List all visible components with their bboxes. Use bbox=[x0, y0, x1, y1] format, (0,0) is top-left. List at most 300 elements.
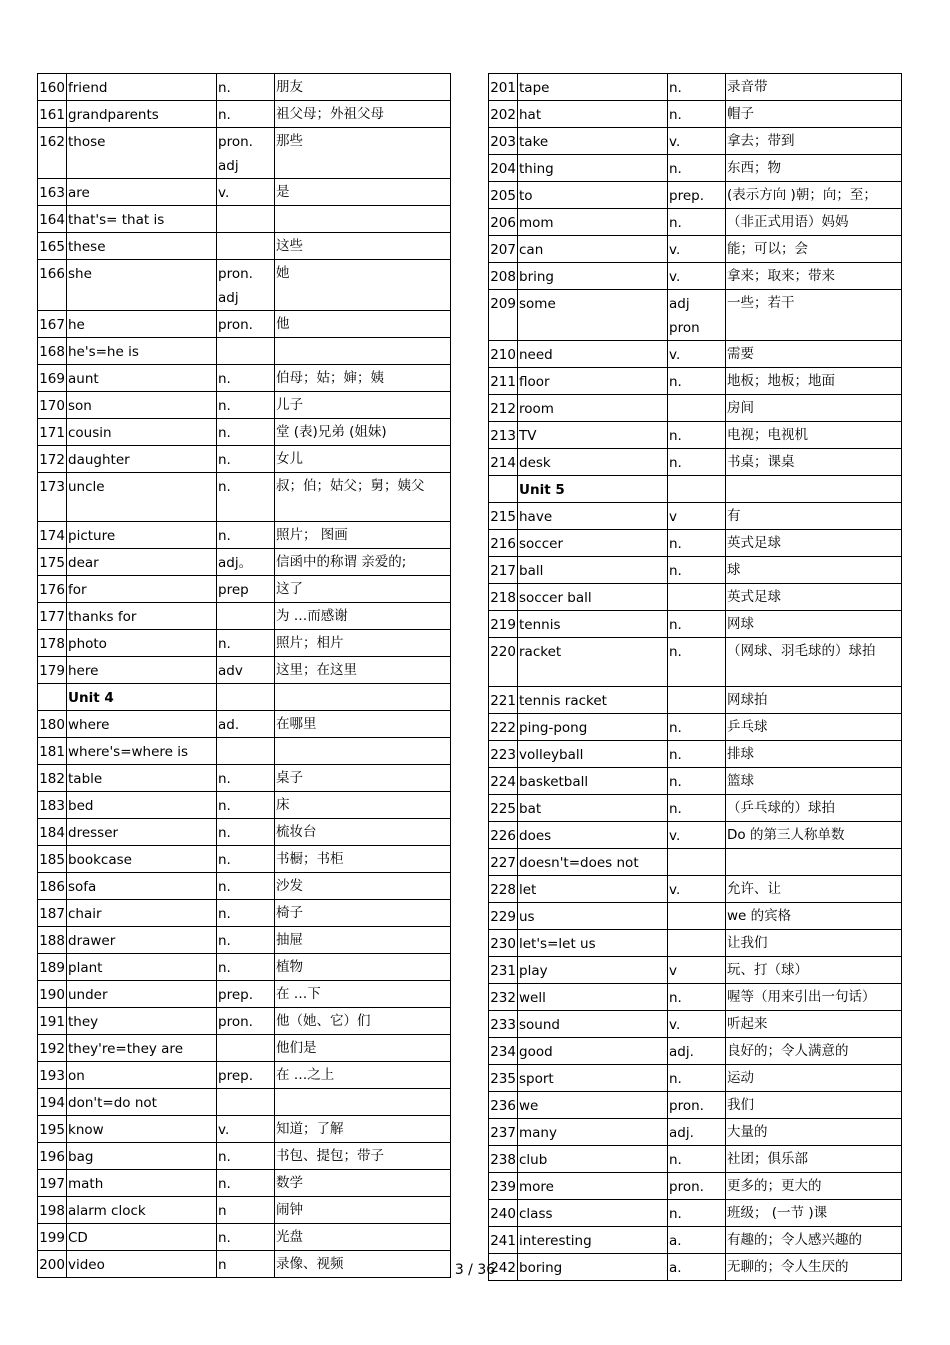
entry-number: 198 bbox=[38, 1197, 67, 1224]
entry-part-of-speech bbox=[668, 395, 726, 422]
entry-meaning: 英式足球 bbox=[726, 584, 902, 611]
vocab-row bbox=[489, 930, 902, 957]
entry-word: floor bbox=[518, 368, 668, 395]
entry-part-of-speech: pron. adj bbox=[217, 260, 275, 311]
vocab-row bbox=[38, 1062, 451, 1089]
entry-word: know bbox=[67, 1116, 217, 1143]
vocab-column-left bbox=[37, 73, 451, 1278]
vocab-row bbox=[489, 395, 902, 422]
vocab-row bbox=[489, 557, 902, 584]
vocab-row bbox=[38, 392, 451, 419]
entry-word: uncle bbox=[67, 473, 217, 522]
vocab-row bbox=[38, 738, 451, 765]
vocab-row bbox=[489, 368, 902, 395]
vocab-row bbox=[489, 876, 902, 903]
entry-word: table bbox=[67, 765, 217, 792]
entry-meaning: 这了 bbox=[275, 576, 451, 603]
entry-word: they bbox=[67, 1008, 217, 1035]
entry-meaning: 一些；若干 bbox=[726, 290, 902, 341]
entry-number: 227 bbox=[489, 849, 518, 876]
entry-part-of-speech: ad. bbox=[217, 711, 275, 738]
vocab-row bbox=[38, 792, 451, 819]
entry-part-of-speech: n. bbox=[217, 873, 275, 900]
entry-number: 197 bbox=[38, 1170, 67, 1197]
entry-part-of-speech bbox=[217, 338, 275, 365]
entry-part-of-speech: n. bbox=[668, 1200, 726, 1227]
entry-word: soccer bbox=[518, 530, 668, 557]
entry-number: 235 bbox=[489, 1065, 518, 1092]
entry-meaning: 球 bbox=[726, 557, 902, 584]
entry-part-of-speech bbox=[668, 476, 726, 503]
entry-number: 221 bbox=[489, 687, 518, 714]
entry-number: 186 bbox=[38, 873, 67, 900]
entry-meaning: Do 的第三人称单数 bbox=[726, 822, 902, 849]
entry-part-of-speech: v. bbox=[668, 236, 726, 263]
entry-word: desk bbox=[518, 449, 668, 476]
entry-meaning: 他（她、它）们 bbox=[275, 1008, 451, 1035]
vocab-row bbox=[38, 311, 451, 338]
entry-word: hat bbox=[518, 101, 668, 128]
entry-part-of-speech bbox=[217, 1035, 275, 1062]
entry-part-of-speech bbox=[217, 233, 275, 260]
entry-word: video bbox=[67, 1251, 217, 1278]
entry-word: are bbox=[67, 179, 217, 206]
entry-word: basketball bbox=[518, 768, 668, 795]
entry-meaning: 桌子 bbox=[275, 765, 451, 792]
entry-number: 188 bbox=[38, 927, 67, 954]
vocab-row bbox=[38, 819, 451, 846]
vocab-row bbox=[489, 74, 902, 101]
entry-meaning: 抽屉 bbox=[275, 927, 451, 954]
entry-number: 228 bbox=[489, 876, 518, 903]
unit-header-row bbox=[38, 684, 451, 711]
entry-part-of-speech: n. bbox=[217, 927, 275, 954]
entry-word: those bbox=[67, 128, 217, 179]
entry-meaning: 班级； (一节 )课 bbox=[726, 1200, 902, 1227]
entry-part-of-speech: n. bbox=[668, 368, 726, 395]
entry-word: Unit 4 bbox=[67, 684, 217, 711]
entry-word: us bbox=[518, 903, 668, 930]
vocab-row bbox=[489, 236, 902, 263]
vocab-row bbox=[38, 365, 451, 392]
entry-meaning: 书橱；书柜 bbox=[275, 846, 451, 873]
entry-part-of-speech bbox=[217, 603, 275, 630]
entry-part-of-speech: adj pron bbox=[668, 290, 726, 341]
entry-meaning: 听起来 bbox=[726, 1011, 902, 1038]
vocab-row bbox=[38, 419, 451, 446]
entry-number: 207 bbox=[489, 236, 518, 263]
entry-number: 225 bbox=[489, 795, 518, 822]
entry-word: he bbox=[67, 311, 217, 338]
entry-meaning: 录音带 bbox=[726, 74, 902, 101]
entry-word: class bbox=[518, 1200, 668, 1227]
entry-word: volleyball bbox=[518, 741, 668, 768]
entry-number: 183 bbox=[38, 792, 67, 819]
entry-number: 194 bbox=[38, 1089, 67, 1116]
entry-number: 232 bbox=[489, 984, 518, 1011]
vocab-row bbox=[489, 503, 902, 530]
vocab-row bbox=[489, 1092, 902, 1119]
entry-meaning: 梳妆台 bbox=[275, 819, 451, 846]
entry-part-of-speech: v bbox=[668, 957, 726, 984]
entry-part-of-speech: v. bbox=[668, 1011, 726, 1038]
entry-number: 160 bbox=[38, 74, 67, 101]
entry-meaning: 电视；电视机 bbox=[726, 422, 902, 449]
entry-word: tape bbox=[518, 74, 668, 101]
entry-meaning: 排球 bbox=[726, 741, 902, 768]
entry-meaning: 椅子 bbox=[275, 900, 451, 927]
entry-number: 177 bbox=[38, 603, 67, 630]
entry-meaning: we 的宾格 bbox=[726, 903, 902, 930]
entry-part-of-speech: n. bbox=[668, 74, 726, 101]
vocab-row bbox=[489, 795, 902, 822]
entry-word: math bbox=[67, 1170, 217, 1197]
entry-word: some bbox=[518, 290, 668, 341]
entry-meaning: 朋友 bbox=[275, 74, 451, 101]
entry-word: friend bbox=[67, 74, 217, 101]
entry-meaning: 知道；了解 bbox=[275, 1116, 451, 1143]
entry-number: 167 bbox=[38, 311, 67, 338]
entry-part-of-speech: v bbox=[668, 503, 726, 530]
entry-word: she bbox=[67, 260, 217, 311]
entry-part-of-speech: n. bbox=[217, 900, 275, 927]
entry-word: soccer ball bbox=[518, 584, 668, 611]
entry-number: 179 bbox=[38, 657, 67, 684]
entry-part-of-speech: n. bbox=[217, 446, 275, 473]
entry-meaning bbox=[275, 684, 451, 711]
entry-part-of-speech: adj. bbox=[668, 1119, 726, 1146]
entry-word: CD bbox=[67, 1224, 217, 1251]
entry-word: picture bbox=[67, 522, 217, 549]
entry-number: 180 bbox=[38, 711, 67, 738]
entry-meaning: 拿去；带到 bbox=[726, 128, 902, 155]
entry-part-of-speech: n. bbox=[668, 984, 726, 1011]
entry-part-of-speech: n. bbox=[217, 1170, 275, 1197]
vocab-row bbox=[489, 128, 902, 155]
vocab-row bbox=[38, 1170, 451, 1197]
entry-meaning: 大量的 bbox=[726, 1119, 902, 1146]
vocab-row bbox=[38, 473, 451, 522]
entry-number: 181 bbox=[38, 738, 67, 765]
entry-meaning bbox=[275, 1089, 451, 1116]
entry-number: 195 bbox=[38, 1116, 67, 1143]
vocab-row bbox=[38, 873, 451, 900]
entry-meaning: 他们是 bbox=[275, 1035, 451, 1062]
entry-word: ping-pong bbox=[518, 714, 668, 741]
entry-number: 189 bbox=[38, 954, 67, 981]
entry-part-of-speech: v. bbox=[668, 263, 726, 290]
entry-meaning: 这里；在这里 bbox=[275, 657, 451, 684]
entry-part-of-speech: n. bbox=[217, 846, 275, 873]
entry-word: alarm clock bbox=[67, 1197, 217, 1224]
entry-number: 199 bbox=[38, 1224, 67, 1251]
entry-meaning: 地板；地板；地面 bbox=[726, 368, 902, 395]
entry-number: 242 bbox=[489, 1254, 518, 1281]
entry-meaning: 伯母；姑；婶；姨 bbox=[275, 365, 451, 392]
entry-number: 203 bbox=[489, 128, 518, 155]
entry-number: 176 bbox=[38, 576, 67, 603]
entry-number: 240 bbox=[489, 1200, 518, 1227]
entry-meaning bbox=[275, 738, 451, 765]
vocab-row bbox=[489, 1011, 902, 1038]
entry-word: plant bbox=[67, 954, 217, 981]
vocab-row bbox=[38, 206, 451, 233]
entry-number: 229 bbox=[489, 903, 518, 930]
entry-part-of-speech bbox=[217, 738, 275, 765]
entry-number: 202 bbox=[489, 101, 518, 128]
entry-word: cousin bbox=[67, 419, 217, 446]
entry-meaning: 床 bbox=[275, 792, 451, 819]
entry-number: 164 bbox=[38, 206, 67, 233]
entry-meaning: 我们 bbox=[726, 1092, 902, 1119]
entry-part-of-speech: n. bbox=[668, 714, 726, 741]
vocab-row bbox=[38, 1143, 451, 1170]
entry-number: 220 bbox=[489, 638, 518, 687]
vocab-row bbox=[38, 179, 451, 206]
entry-part-of-speech: n. bbox=[217, 74, 275, 101]
entry-number: 239 bbox=[489, 1173, 518, 1200]
entry-word: where bbox=[67, 711, 217, 738]
entry-meaning: 运动 bbox=[726, 1065, 902, 1092]
entry-number: 205 bbox=[489, 182, 518, 209]
entry-word: where's=where is bbox=[67, 738, 217, 765]
entry-part-of-speech: n. bbox=[217, 392, 275, 419]
vocab-row bbox=[489, 849, 902, 876]
vocab-row bbox=[38, 981, 451, 1008]
entry-number: 210 bbox=[489, 341, 518, 368]
entry-meaning: 让我们 bbox=[726, 930, 902, 957]
entry-meaning: 允许、让 bbox=[726, 876, 902, 903]
entry-number: 168 bbox=[38, 338, 67, 365]
entry-meaning: 英式足球 bbox=[726, 530, 902, 557]
entry-part-of-speech: n. bbox=[217, 630, 275, 657]
entry-word: room bbox=[518, 395, 668, 422]
entry-meaning: 篮球 bbox=[726, 768, 902, 795]
entry-word: can bbox=[518, 236, 668, 263]
unit-header-row bbox=[489, 476, 902, 503]
entry-meaning: 社团；俱乐部 bbox=[726, 1146, 902, 1173]
entry-meaning: 东西；物 bbox=[726, 155, 902, 182]
entry-part-of-speech: prep. bbox=[217, 981, 275, 1008]
entry-word: dear bbox=[67, 549, 217, 576]
entry-part-of-speech bbox=[217, 1089, 275, 1116]
entry-word: mom bbox=[518, 209, 668, 236]
vocab-row bbox=[489, 903, 902, 930]
vocab-row bbox=[489, 741, 902, 768]
entry-meaning: 书包、提包；带子 bbox=[275, 1143, 451, 1170]
entry-part-of-speech bbox=[668, 687, 726, 714]
vocab-row bbox=[38, 1116, 451, 1143]
entry-number: 170 bbox=[38, 392, 67, 419]
entry-meaning: 更多的；更大的 bbox=[726, 1173, 902, 1200]
vocab-row bbox=[489, 1065, 902, 1092]
entry-meaning bbox=[275, 206, 451, 233]
vocab-column-right bbox=[488, 73, 902, 1281]
entry-number: 193 bbox=[38, 1062, 67, 1089]
entry-word: does bbox=[518, 822, 668, 849]
vocab-row bbox=[489, 155, 902, 182]
entry-part-of-speech: n. bbox=[668, 611, 726, 638]
entry-part-of-speech: n. bbox=[668, 155, 726, 182]
entry-number: 190 bbox=[38, 981, 67, 1008]
vocab-row bbox=[38, 927, 451, 954]
entry-meaning: 他 bbox=[275, 311, 451, 338]
entry-number: 178 bbox=[38, 630, 67, 657]
entry-word: to bbox=[518, 182, 668, 209]
vocab-row bbox=[489, 1038, 902, 1065]
vocab-table-left bbox=[37, 73, 451, 1278]
entry-part-of-speech: v. bbox=[668, 341, 726, 368]
entry-meaning: 照片；相片 bbox=[275, 630, 451, 657]
entry-word: thing bbox=[518, 155, 668, 182]
vocab-row bbox=[38, 711, 451, 738]
entry-meaning: (表示方向 )朝；向；至； bbox=[726, 182, 902, 209]
entry-meaning bbox=[726, 476, 902, 503]
entry-number: 216 bbox=[489, 530, 518, 557]
entry-word: chair bbox=[67, 900, 217, 927]
entry-number: 166 bbox=[38, 260, 67, 311]
entry-number: 201 bbox=[489, 74, 518, 101]
vocab-row bbox=[489, 209, 902, 236]
entry-part-of-speech: n. bbox=[217, 522, 275, 549]
entry-word: tennis racket bbox=[518, 687, 668, 714]
vocab-row bbox=[38, 128, 451, 179]
entry-number: 184 bbox=[38, 819, 67, 846]
entry-meaning: 录像、视频 bbox=[275, 1251, 451, 1278]
entry-meaning: 闹钟 bbox=[275, 1197, 451, 1224]
entry-number bbox=[38, 684, 67, 711]
entry-meaning: 拿来；取来；带来 bbox=[726, 263, 902, 290]
entry-meaning: 堂 (表)兄弟 (姐妹) bbox=[275, 419, 451, 446]
entry-part-of-speech: n. bbox=[217, 765, 275, 792]
vocab-row bbox=[489, 984, 902, 1011]
entry-meaning: 儿子 bbox=[275, 392, 451, 419]
entry-word: they're=they are bbox=[67, 1035, 217, 1062]
entry-meaning: 女儿 bbox=[275, 446, 451, 473]
entry-part-of-speech: pron. bbox=[668, 1173, 726, 1200]
entry-number: 233 bbox=[489, 1011, 518, 1038]
entry-word: sport bbox=[518, 1065, 668, 1092]
vocab-row bbox=[38, 630, 451, 657]
entry-word: these bbox=[67, 233, 217, 260]
entry-part-of-speech: n. bbox=[668, 795, 726, 822]
vocab-row bbox=[38, 260, 451, 311]
vocab-row bbox=[38, 1035, 451, 1062]
entry-word: doesn't=does not bbox=[518, 849, 668, 876]
entry-part-of-speech bbox=[668, 903, 726, 930]
vocab-row bbox=[489, 1119, 902, 1146]
entry-meaning: 植物 bbox=[275, 954, 451, 981]
entry-meaning: 信函中的称谓 亲爱的; bbox=[275, 549, 451, 576]
entry-word: tennis bbox=[518, 611, 668, 638]
entry-part-of-speech: pron. bbox=[217, 1008, 275, 1035]
entry-part-of-speech bbox=[668, 930, 726, 957]
entry-part-of-speech: n. bbox=[217, 101, 275, 128]
entry-number: 215 bbox=[489, 503, 518, 530]
entry-part-of-speech: n. bbox=[668, 1146, 726, 1173]
vocab-row bbox=[489, 530, 902, 557]
entry-number: 185 bbox=[38, 846, 67, 873]
entry-number: 230 bbox=[489, 930, 518, 957]
entry-part-of-speech: n. bbox=[217, 819, 275, 846]
entry-part-of-speech: n. bbox=[217, 792, 275, 819]
entry-number: 214 bbox=[489, 449, 518, 476]
entry-word: racket bbox=[518, 638, 668, 687]
vocab-row bbox=[489, 1227, 902, 1254]
vocab-row bbox=[489, 263, 902, 290]
vocab-row bbox=[38, 338, 451, 365]
entry-number: 172 bbox=[38, 446, 67, 473]
entry-number: 192 bbox=[38, 1035, 67, 1062]
entry-word: bring bbox=[518, 263, 668, 290]
entry-word: grandparents bbox=[67, 101, 217, 128]
vocab-row bbox=[38, 765, 451, 792]
entry-number: 161 bbox=[38, 101, 67, 128]
vocab-row bbox=[38, 846, 451, 873]
entry-word: sofa bbox=[67, 873, 217, 900]
entry-part-of-speech: n. bbox=[217, 419, 275, 446]
entry-number: 163 bbox=[38, 179, 67, 206]
entry-meaning: （乒乓球的）球拍 bbox=[726, 795, 902, 822]
entry-word: drawer bbox=[67, 927, 217, 954]
entry-word: on bbox=[67, 1062, 217, 1089]
entry-word: aunt bbox=[67, 365, 217, 392]
entry-word: he's=he is bbox=[67, 338, 217, 365]
vocab-row bbox=[38, 446, 451, 473]
entry-word: sound bbox=[518, 1011, 668, 1038]
entry-meaning: （非正式用语）妈妈 bbox=[726, 209, 902, 236]
vocab-row bbox=[489, 182, 902, 209]
entry-part-of-speech: v. bbox=[217, 1116, 275, 1143]
entry-meaning: 书桌；课桌 bbox=[726, 449, 902, 476]
entry-meaning: 照片； 图画 bbox=[275, 522, 451, 549]
vocab-row bbox=[489, 449, 902, 476]
entry-word: have bbox=[518, 503, 668, 530]
entry-meaning: 她 bbox=[275, 260, 451, 311]
entry-meaning: 数学 bbox=[275, 1170, 451, 1197]
entry-part-of-speech bbox=[668, 584, 726, 611]
entry-word: here bbox=[67, 657, 217, 684]
vocab-row bbox=[489, 341, 902, 368]
entry-part-of-speech: n. bbox=[217, 954, 275, 981]
entry-number: 196 bbox=[38, 1143, 67, 1170]
entry-number bbox=[489, 476, 518, 503]
vocab-row bbox=[38, 954, 451, 981]
entry-meaning: 在哪里 bbox=[275, 711, 451, 738]
entry-word: club bbox=[518, 1146, 668, 1173]
entry-word: let's=let us bbox=[518, 930, 668, 957]
entry-word: we bbox=[518, 1092, 668, 1119]
vocab-row bbox=[489, 290, 902, 341]
entry-word: many bbox=[518, 1119, 668, 1146]
entry-word: bookcase bbox=[67, 846, 217, 873]
vocab-row bbox=[38, 603, 451, 630]
entry-meaning: 在 …下 bbox=[275, 981, 451, 1008]
entry-number: 204 bbox=[489, 155, 518, 182]
vocab-row bbox=[38, 233, 451, 260]
entry-part-of-speech: a. bbox=[668, 1254, 726, 1281]
entry-meaning: 叔；伯；姑父；舅；姨父 bbox=[275, 473, 451, 522]
entry-meaning: 光盘 bbox=[275, 1224, 451, 1251]
entry-part-of-speech: a. bbox=[668, 1227, 726, 1254]
entry-part-of-speech: n bbox=[217, 1197, 275, 1224]
entry-part-of-speech: n. bbox=[668, 638, 726, 687]
entry-meaning: 网球拍 bbox=[726, 687, 902, 714]
entry-word: TV bbox=[518, 422, 668, 449]
vocab-row bbox=[38, 576, 451, 603]
entry-meaning: 祖父母；外祖父母 bbox=[275, 101, 451, 128]
entry-number: 208 bbox=[489, 263, 518, 290]
